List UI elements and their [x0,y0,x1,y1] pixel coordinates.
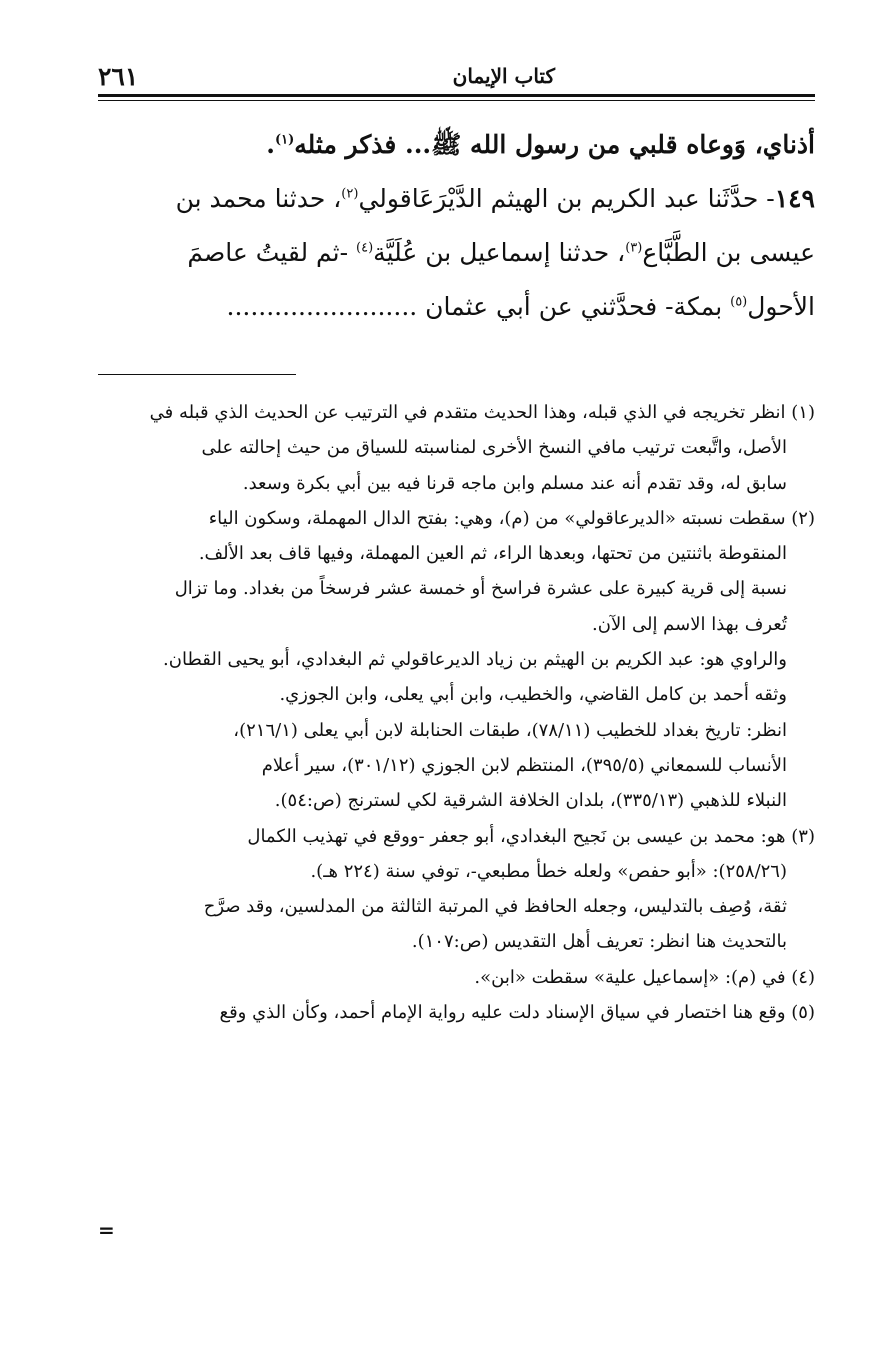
footnote-line: تُعرف بهذا الاسم إلى الآن. [592,613,787,635]
footnote-line: الأصل، واتَّبعت ترتيب مافي النسخ الأخرى لمناسبته للسياق من حيث إحالته على [201,437,787,459]
hadith-number: ١٤٩ [774,184,815,213]
footnote-line: (١) انظر تخريجه في الذي قبله، وهذا الحديث متقدم في الترتيب عن الحديث الذي قبله في [149,402,815,423]
book-page [98,0,815,1369]
footnote-ref-1: (١) [274,132,295,148]
footnote-line: (٢) سقطت نسبته «الديرعاقولي» من (م)، وهي: بفتح الدال المهملة، وسكون الياء [208,507,815,529]
header-title: كتاب الإيمان [452,64,555,88]
footnote-line: بالتحديث هنا انظر: تعريف أهل التقديس (ص:١٠٧). [411,931,787,953]
footnote-line: (٥) وقع هنا اختصار في سياق الإسناد دلت عليه رواية الإمام أحمد، وكأن الذي وقع [219,1002,815,1024]
ellipsis-dots: ........................ [226,292,426,321]
page-number: ٢٦١ [98,61,139,91]
footnote-line: (٢٥٨/٢٦): «أبو حفص» ولعله خطأ مطبعي-، توفي سنة (٢٢٤ هـ). [310,860,787,882]
footnote-ref-5: (٥) [730,294,748,310]
footnote-line: والراوي هو: عبد الكريم بن الهيثم بن زياد الديرعاقولي ثم البغدادي، أبو يحيى القطان. [163,649,787,671]
footnote-line: (٣) هو: محمد بن عيسى بن نَجيح البغدادي، أبو جعفر -ووقع في تهذيب الكمال [247,825,815,847]
running-header [98,58,815,94]
footnote-line: ثقة، وُصِف بالتدليس، وجعله الحافظ في المرتبة الثالثة من المدلسين، وقد صرَّح [203,896,787,918]
main-line-4: الأحول$^{(٥)}$ بمكة- فحدَّثني عن أبي عثمان ........................ [226,292,815,321]
header-rule-thick [98,94,815,97]
main-line-2: ١٤٩- حدَّثَنا عبد الكريم بن الهيثم الدَّيْرَعَاقولي$^{(٢)}$، حدثنا محمد بن [175,184,815,213]
main-line-1: أذناي، وَوعاه قلبي من رسول الله ﷺ... فذكر مثله$^{(١)}$. [266,130,815,159]
footnote-line: سابق له، وقد تقدم أنه عند مسلم وابن ماجه قرنا فيه بين أبي بكرة وسعد. [242,472,787,494]
footnote-line: الأنساب للسمعاني (٣٩٥/٥)، المنتظم لابن الجوزي (٣٠١/١٢)، سير أعلام [261,754,787,776]
footnote-line: (٤) في (م): «إسماعيل علية» سقطت «ابن». [474,966,815,988]
footnote-separator [98,374,296,375]
main-line-3: عيسى بن الطَّبَّاع$^{(٣)}$، حدثنا إسماعيل بن عُلَيَّة$^{(٤)}$ -ثم لقيتُ عاصمَ [187,238,815,267]
footnote-ref-2: (٢) [341,186,359,202]
continued-mark: = [98,1218,115,1242]
footnote-ref-4: (٤) [356,240,374,256]
footnote-line: انظر: تاريخ بغداد للخطيب (٧٨/١١)، طبقات الحنابلة لابن أبي يعلى (٢١٦/١)، [233,719,787,741]
footnote-line: نسبة إلى قرية كبيرة على عشرة فراسخ أو خمسة عشر فرسخاً من بغداد. وما تزال [174,578,787,600]
footnote-line: وثقه أحمد بن كامل القاضي، والخطيب، وابن أبي يعلى، وابن الجوزي. [279,684,787,706]
footnote-line: المنقوطة باثنتين من تحتها، وبعدها الراء، ثم العين المهملة، وفيها قاف بعد الألف. [198,543,787,565]
main-text [98,118,815,334]
header-rule-thin [98,100,815,101]
footnotes [98,395,815,1030]
footnote-line: النبلاء للذهبي (٣٣٥/١٣)، بلدان الخلافة الشرقية لكي لسترنج (ص:٥٤). [274,790,787,812]
footnote-ref-3: (٣) [625,240,643,256]
